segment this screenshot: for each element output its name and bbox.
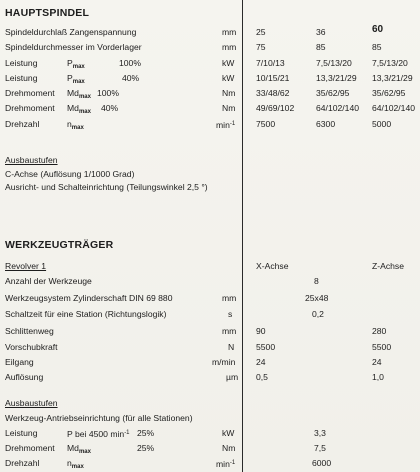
spec-condition: 40% (122, 73, 140, 83)
subsection-title-ausbaustufen: Ausbaustufen (5, 398, 58, 408)
spec-value: 35/62/95 (316, 88, 350, 98)
spec-value-z: 24 (372, 357, 382, 367)
spec-value: 85 (372, 42, 382, 52)
spec-unit: N (228, 342, 235, 352)
spec-unit: m/min (212, 357, 236, 367)
spec-value: 8 (314, 276, 319, 286)
spec-value: 13,3/21/29 (372, 73, 413, 83)
spec-label: Drehzahl (5, 458, 40, 468)
spec-value: 25x48 (305, 293, 329, 303)
option-subtitle: Werkzeug-Antriebseinrichtung (für alle Stationen) (5, 413, 193, 423)
spec-unit: mm (222, 326, 237, 336)
spec-value: 60 (372, 24, 384, 35)
spec-label: Leistung (5, 428, 38, 438)
spec-condition: 40% (101, 103, 119, 113)
spec-symbol: $P_{max}$ (67, 73, 85, 85)
subsection-title-ausbaustufen: Ausbaustufen (5, 155, 58, 165)
spec-value: 85 (316, 42, 326, 52)
spec-value: 75 (256, 42, 266, 52)
column-header-z: Z-Achse (372, 261, 404, 271)
spec-symbol: $Md_{max}$ (67, 443, 91, 455)
spec-unit: kW (222, 58, 235, 68)
column-header-x: X-Achse (256, 261, 289, 271)
spec-condition: 25% (137, 443, 155, 453)
spec-value-z: 280 (372, 326, 387, 336)
spec-value-z: 5500 (372, 342, 392, 352)
spec-value: 6000 (312, 458, 332, 468)
spec-label: Leistung (5, 58, 38, 68)
spec-value-x: 90 (256, 326, 266, 336)
spec-unit: kW (222, 428, 235, 438)
spec-label: Drehmoment (5, 103, 55, 113)
spec-unit: $\min^{-1}$ (216, 459, 236, 469)
spec-value: 7/10/13 (256, 58, 285, 68)
spec-symbol: P bei 4500 $\min^{-1}$ (67, 429, 130, 439)
spec-value-x: 5500 (256, 342, 276, 352)
spec-value: 3,3 (314, 428, 326, 438)
option-item: C-Achse (Auflösung 1/1000 Grad) (5, 169, 135, 179)
spec-value-x: 24 (256, 357, 266, 367)
spec-label: Eilgang (5, 357, 34, 367)
spec-value: 36 (316, 27, 326, 37)
spec-condition: 100% (97, 88, 119, 98)
spec-value: 64/102/140 (316, 103, 360, 113)
spec-value: 7500 (256, 119, 276, 129)
spec-symbol: $Md_{max}$ (67, 103, 91, 115)
column-divider (242, 0, 243, 472)
spec-symbol: $n_{max}$ (67, 119, 84, 131)
spec-unit: mm (222, 42, 237, 52)
spec-value: 49/69/102 (256, 103, 295, 113)
spec-value: 33/48/62 (256, 88, 290, 98)
spec-value: 7,5/13/20 (372, 58, 408, 68)
spec-label: Drehmoment (5, 88, 55, 98)
spec-value: 5000 (372, 119, 392, 129)
option-item: Ausricht- und Schalteinrichtung (Teilungswinkel 2,5 °) (5, 182, 208, 192)
spec-label: Spindeldurchlaß Zangenspannung (5, 27, 137, 37)
spec-label: Drehzahl (5, 119, 40, 129)
spec-label: Werkzeugsystem Zylinderschaft DIN 69 880 (5, 293, 173, 303)
spec-condition: 25% (137, 428, 155, 438)
spec-label: Schlittenweg (5, 326, 54, 336)
spec-label: Vorschubkraft (5, 342, 58, 352)
spec-unit: mm (222, 27, 237, 37)
spec-value: 25 (256, 27, 266, 37)
section-title-hauptspindel: HAUPTSPINDEL (5, 7, 90, 19)
spec-symbol: $n_{max}$ (67, 458, 84, 470)
spec-unit: mm (222, 293, 237, 303)
spec-unit: µm (226, 372, 239, 382)
spec-label: Drehmoment (5, 443, 55, 453)
spec-value: 7,5 (314, 443, 326, 453)
spec-condition: 100% (119, 58, 141, 68)
spec-label: Schaltzeit für eine Station (Richtungslogik) (5, 309, 167, 319)
spec-label: Spindeldurchmesser im Vorderlager (5, 42, 142, 52)
spec-unit: Nm (222, 443, 236, 453)
section-title-werkzeugtraeger: WERKZEUGTRÄGER (5, 239, 114, 251)
spec-symbol: $P_{max}$ (67, 58, 85, 70)
spec-value: 13,3/21/29 (316, 73, 357, 83)
spec-symbol: $Md_{max}$ (67, 88, 91, 100)
spec-value: 35/62/95 (372, 88, 406, 98)
spec-label: Anzahl der Werkzeuge (5, 276, 92, 286)
spec-label: Auflösung (5, 372, 44, 382)
spec-value: 7,5/13/20 (316, 58, 352, 68)
spec-unit: Nm (222, 103, 236, 113)
spec-unit: Nm (222, 88, 236, 98)
spec-value: 64/102/140 (372, 103, 416, 113)
spec-value: 0,2 (312, 309, 324, 319)
spec-unit: kW (222, 73, 235, 83)
spec-value: 10/15/21 (256, 73, 290, 83)
spec-value: 6300 (316, 119, 336, 129)
spec-value-x: 0,5 (256, 372, 268, 382)
spec-value-z: 1,0 (372, 372, 384, 382)
spec-unit: s (228, 309, 233, 319)
spec-unit: $\min^{-1}$ (216, 120, 236, 130)
revolver-title: Revolver 1 (5, 261, 47, 271)
spec-label: Leistung (5, 73, 38, 83)
